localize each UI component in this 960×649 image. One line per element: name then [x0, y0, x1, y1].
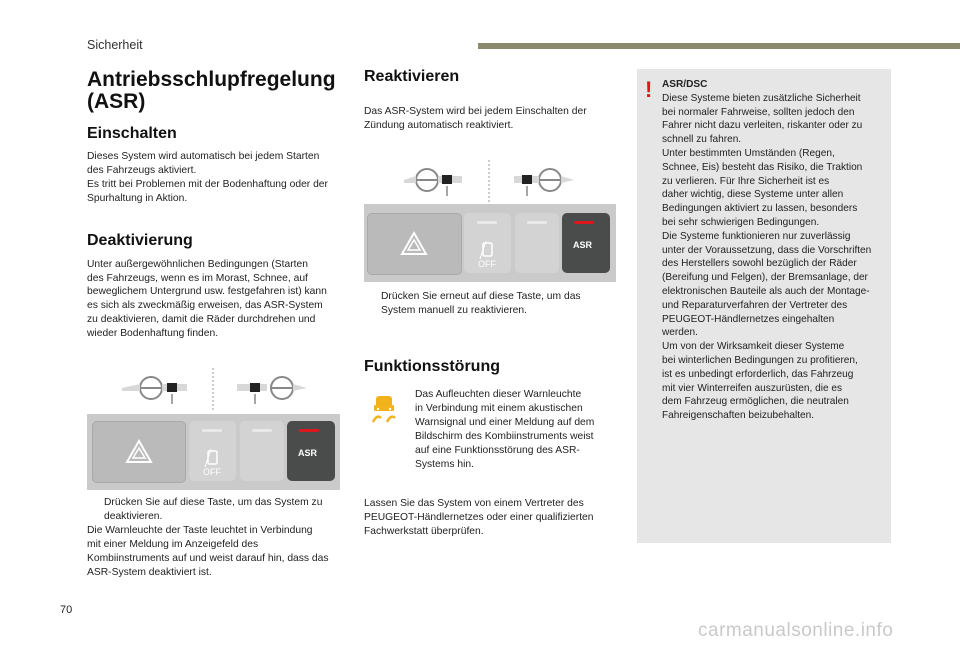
text-line: Spurhaltung in Aktion.	[87, 192, 188, 204]
text-line: daher wichtig, diese Systeme unter allen	[662, 189, 844, 201]
heading-deaktivierung: Deaktivierung	[87, 231, 193, 249]
text-line: in Verbindung mit einem akustischen	[415, 402, 583, 414]
page-title	[87, 69, 347, 113]
text-line: Bedingungen aktiviert zu lassen, besonders	[662, 203, 858, 215]
text-line: Es tritt bei Problemen mit der Bodenhaftung oder der	[87, 178, 328, 190]
text-line: Warnsignal und einer Meldung auf dem	[415, 416, 595, 428]
einschalten-text	[87, 150, 347, 206]
text-line: Die Warnleuchte der Taste leuchtet in Verbindung	[87, 524, 313, 536]
steering-wheel-icon	[514, 169, 574, 196]
bullet-marker	[364, 290, 381, 318]
text-line: PEUGEOT-Händlernetzes oder einer qualifizierten	[364, 511, 594, 523]
skid-warning-icon	[368, 393, 400, 425]
text-line: Kombiinstruments auf und weist darauf hin, dass das	[87, 552, 329, 564]
text-line: PEUGEOT-Händlernetzes eingehalten	[662, 313, 835, 325]
exclamation-icon: !	[645, 77, 653, 102]
text-line: deaktivieren.	[104, 510, 163, 522]
text-line: mit einer Meldung im Anzeigefeld des	[87, 538, 259, 550]
heading-funktionsstoerung: Funktionsstörung	[364, 358, 500, 375]
hazard-button[interactable]	[367, 213, 462, 275]
warning-box	[637, 69, 891, 543]
steering-wheel-icon	[122, 377, 187, 404]
button-led	[202, 429, 222, 432]
text-line: Unter bestimmten Umständen (Regen,	[662, 147, 835, 159]
text-line: werden.	[662, 327, 698, 339]
reaktivieren-text	[364, 105, 624, 133]
text-line: elektronischen Bauteile als auch der Montage-	[662, 285, 870, 297]
watermark: carmanualsonline.info	[698, 620, 894, 641]
text-line: System manuell zu reaktivieren.	[381, 304, 527, 316]
asr-button[interactable]	[287, 421, 335, 481]
text-line: es sich als zweckmäßig erweisen, das ASR-System	[87, 300, 323, 312]
button-led	[477, 221, 497, 224]
text-line: mit vier Winterreifen auszurüsten, die es	[662, 382, 843, 394]
text-line: Das ASR-System wird bei jedem Einschalten der	[364, 106, 587, 117]
stoerung-icon-text	[415, 388, 615, 471]
title-line-1: Antriebsschlupfregelung	[87, 68, 336, 91]
hazard-triangle-icon	[93, 422, 185, 482]
text-line: Drücken Sie auf diese Taste, um das System zu	[104, 497, 323, 508]
text-line: Schnee, Eis) besteht das Risiko, die Traktion	[662, 161, 863, 173]
asr-button-illustration	[364, 158, 616, 282]
hazard-button[interactable]	[92, 421, 186, 483]
text-line: Drücken Sie erneut auf diese Taste, um das	[381, 291, 581, 302]
heading-einschalten: Einschalten	[87, 125, 177, 142]
button-led	[527, 221, 547, 224]
text-line: dem Fahrzeug ermöglichen, die neutralen	[662, 396, 849, 408]
header-rule	[478, 43, 960, 49]
off-label: OFF	[203, 467, 221, 477]
page-number: 70	[60, 604, 73, 616]
title-line-2: (ASR)	[87, 90, 146, 113]
text-line: unter der Voraussetzung, dass die Vorschriften	[662, 244, 872, 256]
asr-button[interactable]	[562, 213, 610, 273]
asr-label: ASR	[298, 448, 318, 458]
section-label: Sicherheit	[87, 38, 143, 52]
text-line: Fahrer nicht dazu verleiten, riskanter oder zu	[662, 120, 863, 132]
text-line: wieder Bodenhaftung finden.	[87, 328, 219, 340]
warning-text	[662, 78, 890, 423]
text-line: Zündung automatisch reaktiviert.	[364, 119, 514, 131]
text-line: und Reparaturverfahren der Vertreter des	[662, 299, 848, 311]
text-line: Fahreigenschaften beizubehalten.	[662, 410, 815, 422]
asr-button-illustration	[87, 366, 340, 490]
text-line: Dieses System wird automatisch bei jedem Starten	[87, 151, 320, 162]
switch-panel	[364, 204, 616, 282]
text-line: bei sehr schwierigen Bedingungen.	[662, 216, 820, 228]
hazard-triangle-icon	[368, 214, 461, 274]
text-line: ASR-System deaktiviert ist.	[87, 566, 212, 578]
stoerung-text	[364, 497, 626, 539]
text-line: bei normaler Fahrweise, sollten jedoch den	[662, 106, 855, 118]
heading-reaktivieren: Reaktivieren	[364, 68, 460, 85]
text-line: des Fahrzeugs aktiviert.	[87, 164, 197, 176]
text-line: Diese Systeme bieten zusätzliche Sicherheit	[662, 92, 861, 104]
text-line: Lassen Sie das System von einem Vertreter des	[364, 498, 584, 509]
text-line: Die Systeme funktionieren nur zuverlässig	[662, 230, 851, 242]
dashboard-sketch	[364, 158, 616, 204]
off-label: OFF	[478, 259, 496, 269]
text-line: (Bereifung und Felgen), der Bremsanlage, der	[662, 272, 868, 284]
text-line: Das Aufleuchten dieser Warnleuchte	[415, 389, 582, 400]
asr-off-button[interactable]	[189, 421, 236, 481]
text-line: Fachwerkstatt überprüfen.	[364, 525, 484, 537]
steering-wheel-icon	[237, 377, 307, 404]
text-line: Systems hin.	[415, 458, 474, 470]
text-line: auf eine Funktionsstörung des ASR-	[415, 444, 580, 456]
deactivate-instructions	[87, 496, 349, 579]
text-line: des Fahrzeugs, wenn es im Morast, Schnee, auf	[87, 272, 308, 284]
asr-off-button[interactable]	[464, 213, 511, 273]
text-line: zu verlieren. Für Ihre Sicherheit ist es	[662, 175, 830, 187]
button-led	[252, 429, 272, 432]
blank-button[interactable]	[240, 421, 284, 481]
warning-title: ASR/DSC	[662, 79, 708, 90]
reactivate-instructions	[364, 290, 626, 318]
text-line: bei winterlichen Bedingungen zu profitieren,	[662, 354, 858, 366]
text-line: Um von der Wirksamkeit dieser Systeme	[662, 341, 845, 353]
deaktivierung-text	[87, 258, 347, 341]
steering-wheel-icon	[404, 169, 462, 196]
text-line: beweglichem Untergrund usw. festgefahren ist) kann	[87, 286, 327, 298]
text-line: Unter außergewöhnlichen Bedingungen (Starten	[87, 258, 308, 270]
left-column	[87, 69, 347, 341]
asr-led-red	[574, 221, 594, 224]
text-line: zu deaktivieren, damit die Räder durchdrehen und	[87, 314, 316, 326]
text-line: ist es unbedingt erforderlich, das Fahrzeug	[662, 368, 854, 380]
bullet-item	[364, 290, 626, 318]
asr-led-red	[299, 429, 319, 432]
blank-button[interactable]	[515, 213, 559, 273]
middle-column	[364, 68, 624, 133]
asr-label: ASR	[573, 240, 593, 250]
text-line: schnell zu fahren.	[662, 134, 742, 146]
bullet-item	[87, 496, 349, 524]
bullet-marker	[87, 496, 104, 524]
text-line: Bildschirm des Kombiinstruments weist	[415, 430, 594, 442]
text-line: des Herstellers sowohl bezüglich der Räder	[662, 258, 857, 270]
switch-panel	[87, 414, 340, 490]
dashboard-sketch	[87, 366, 340, 414]
